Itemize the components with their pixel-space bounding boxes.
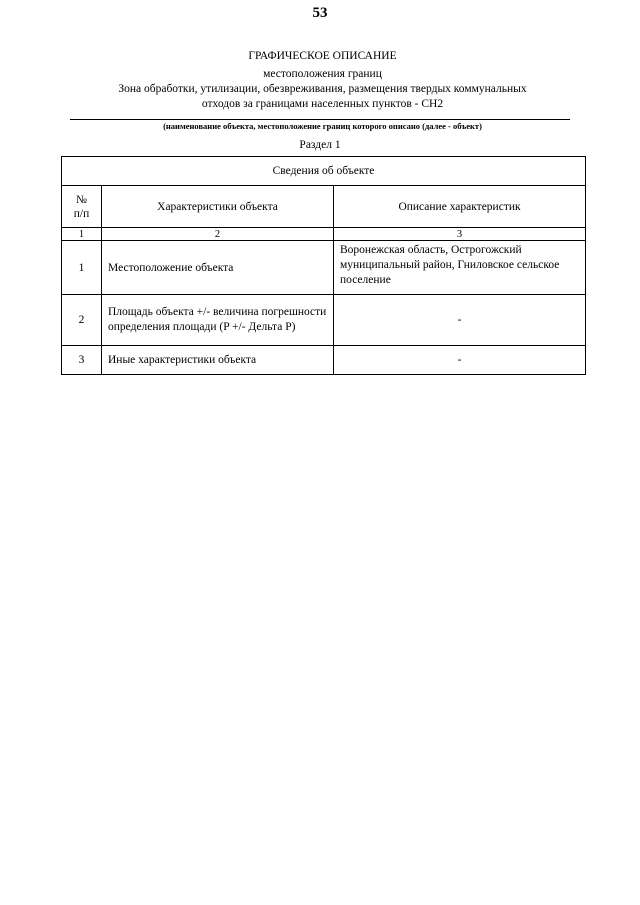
- table-row: [62, 346, 586, 375]
- table-row: [62, 241, 586, 295]
- column-header-characteristics: Характеристики объекта: [102, 186, 334, 228]
- row-num: 3: [62, 346, 102, 375]
- column-header-num-line-2: п/п: [73, 207, 90, 220]
- column-number-row: [62, 228, 586, 241]
- column-number-1: 1: [62, 228, 102, 241]
- caption-divider: [70, 119, 570, 120]
- column-header-num-line-1: №: [76, 193, 87, 206]
- column-header-row: [62, 186, 586, 228]
- section-title: Раздел 1: [299, 139, 341, 151]
- table-row: [62, 295, 586, 346]
- row-description: -: [334, 295, 586, 346]
- row-characteristic: Иные характеристики объекта: [102, 346, 334, 375]
- row-characteristic: Местоположение объекта: [102, 241, 334, 295]
- document-subtitle: местоположения границ: [263, 68, 382, 80]
- row-description: -: [334, 346, 586, 375]
- column-number-2: 2: [102, 228, 334, 241]
- table-header-row: [62, 157, 586, 186]
- column-header-num: [62, 186, 102, 228]
- table-header: Сведения об объекте: [62, 157, 586, 186]
- page-number: 53: [312, 5, 328, 21]
- column-header-description: Описание характеристик: [334, 186, 586, 228]
- object-caption: (наименование объекта, местоположение границ которого описано (далее - объект): [163, 121, 482, 131]
- row-characteristic: Площадь объекта +/- величина погрешности определения площади (P +/- Дельта P): [102, 295, 334, 346]
- row-num: 1: [62, 241, 102, 295]
- row-description: Воронежская область, Острогожский муниципальный район, Гниловское сельское поселение: [334, 241, 586, 295]
- object-name-line-1: Зона обработки, утилизации, обезвреживания, размещения твердых коммунальных: [118, 83, 527, 95]
- column-number-3: 3: [334, 228, 586, 241]
- object-info-table: [61, 156, 586, 375]
- object-name-line-2: отходов за границами населенных пунктов - СН2: [201, 98, 444, 110]
- title-block: [60, 49, 585, 112]
- document-title: ГРАФИЧЕСКОЕ ОПИСАНИЕ: [248, 50, 397, 62]
- row-num: 2: [62, 295, 102, 346]
